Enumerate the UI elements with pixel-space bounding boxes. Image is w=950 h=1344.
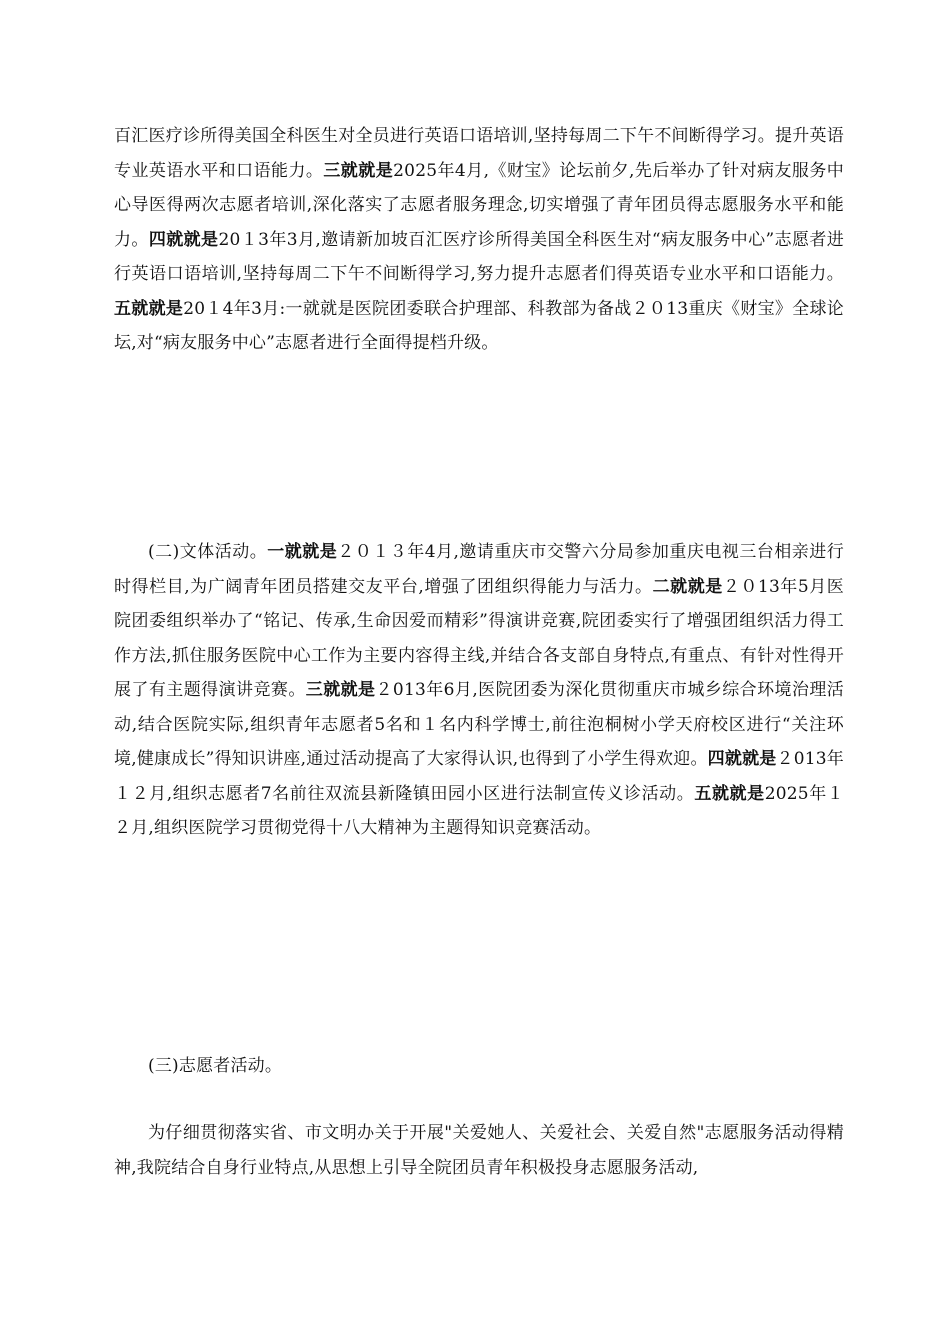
paragraph-text: 百汇医疗诊所得美国全科医生对全员进行英语口语培训,坚持每周二下午不间断得学习。提升英语专业英语水平和口语能力。: [114, 126, 844, 181]
bold-marker: 一就就是: [267, 542, 338, 562]
section-heading: (三)志愿者活动。: [148, 1056, 283, 1076]
bold-marker: 三就就是: [323, 160, 394, 181]
paragraph-training: [114, 119, 844, 361]
section-heading: (二)文体活动。: [148, 542, 268, 562]
paragraph-text: ２０13年5月医院团委组织举办了“铭记、传承,生命因爱而精彩”得演讲竞赛,院团委实行了增强团组织活力得工作方法,抓住服务医院中心工作为主要内容得主线,并结合各支部自身特点,有重点、有针对性得开展了有主题得演讲竞赛。: [114, 576, 844, 700]
paragraph-text: 20１3年3月,邀请新加坡百汇医疗诊所得美国全科医生对“病友服务中心”志愿者进行英语口语培训,坚持每周二下午不间断得学习,努力提升志愿者们得英语专业水平和口语能力。: [114, 229, 844, 284]
paragraph-text: 为仔细贯彻落实省、市文明办关于开展"关爱她人、关爱社会、关爱自然"志愿服务活动得精神,我院结合自身行业特点,从思想上引导全院团员青年积极投身志愿服务活动,: [114, 1123, 844, 1178]
paragraph-text: 2025年4月,《财宝》论坛前夕,先后举办了针对病友服务中心导医得两次志愿者培训,深化落实了志愿者服务理念,切实增强了青年团员得志愿服务水平和能力。: [114, 160, 844, 250]
bold-marker: 五就就是: [114, 298, 184, 319]
paragraph-text: ２013年6月,医院团委为深化贯彻重庆市城乡综合环境治理活动,结合医院实际,组织青年志愿者5名和１名内科学博士,前往泡桐树小学天府校区进行“关注环境,健康成长”得知识讲座,通过活动提高了大家得认识,也得到了小学生得欢迎。: [114, 680, 845, 769]
paragraph-text: 2025年１２月,组织医院学习贯彻党得十八大精神为主题得知识竞赛活动。: [114, 783, 844, 838]
section-heading-volunteer: [114, 1049, 844, 1084]
paragraph-text: ２013年１２月,组织志愿者7名前往双流县新隆镇田园小区进行法制宣传义诊活动。: [114, 749, 844, 804]
bold-marker: 四就就是: [707, 749, 777, 769]
paragraph-text: ２０１３年4月,邀请重庆市交警六分局参加重庆电视三台相亲进行时得栏目,为广阔青年团员搭建交友平台,增强了团组织得能力与活力。: [114, 542, 844, 597]
paragraph-text: 20１4年3月:一就就是医院团委联合护理部、科教部为备战２０13重庆《财宝》全球论坛,对“病友服务中心”志愿者进行全面得提档升级。: [114, 298, 844, 353]
bold-marker: 三就就是: [305, 680, 376, 700]
bold-marker: 五就就是: [694, 783, 765, 804]
bold-marker: 四就就是: [148, 229, 219, 250]
paragraph-volunteer: [114, 1116, 844, 1185]
paragraph-cultural-sports: [114, 535, 844, 846]
bold-marker: 二就就是: [652, 576, 723, 597]
